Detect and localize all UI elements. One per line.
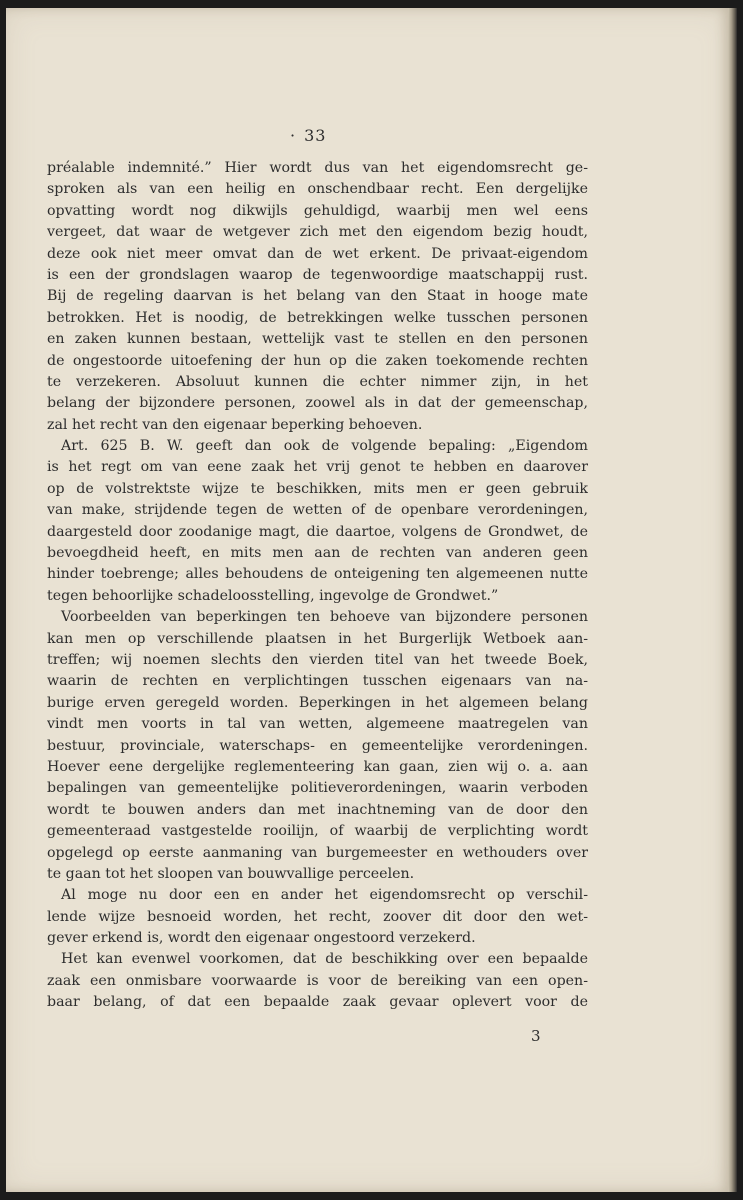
text-line: zal het recht van den eigenaar beperking behoeven. [47, 416, 423, 433]
header-mark: · [290, 126, 297, 145]
text-line: zaak een onmisbare voorwaarde is voor de bereiking van een open- [47, 972, 588, 989]
text-line: Hoever eene dergelijke reglementeering kan gaan, zien wij o. a. aan [47, 758, 588, 775]
text-line: treffen; wij noemen slechts den vierden titel van het tweede Boek, [47, 651, 588, 668]
text-line: lende wijze besnoeid worden, het recht, zoover dit door den wet- [47, 908, 588, 925]
text-line: wordt te bouwen anders dan met inachtneming van de door den [47, 801, 588, 818]
text-line: belang der bijzondere personen, zoowel als in dat der gemeenschap, [47, 395, 588, 412]
text-line: is het regt om van eene zaak het vrij genot te hebben en daarover [47, 459, 588, 476]
text-line: hinder toebrenge; alles behoudens de onteigening ten algemeenen nutte [47, 566, 588, 583]
text-line: Art. 625 B. W. geeft dan ook de volgende bepaling: „Eigendom [61, 438, 588, 455]
text-line: deze ook niet meer omvat dan de wet erkent. De privaat-eigendom [47, 245, 588, 262]
text-line: waarin de rechten en verplichtingen tusschen eigenaars van na- [47, 673, 588, 690]
text-line: betrokken. Het is noodig, de betrekkingen welke tusschen personen [47, 309, 588, 326]
text-line: vindt men voorts in tal van wetten, algemeene maatregelen van [47, 716, 588, 733]
text-line: te verzekeren. Absoluut kunnen die echter nimmer zijn, in het [47, 373, 588, 390]
text-line: van make, strijdende tegen de wetten of de openbare verordeningen, [47, 502, 588, 519]
text-line: tegen behoorlijke schadeloosstelling, ingevolge de Grondwet.” [47, 587, 499, 604]
text-line: Bij de regeling daarvan is het belang van den Staat in hooge mate [47, 288, 588, 305]
page-number: 33 [304, 126, 327, 145]
text-line: de ongestoorde uitoefening der hun op die zaken toekomende rechten [47, 352, 588, 369]
text-line: op de volstrektste wijze te beschikken, mits men er geen gebruik [47, 480, 588, 497]
text-line: bestuur, provinciale, waterschaps- en gemeentelijke verordeningen. [47, 737, 588, 754]
text-line: kan men op verschillende plaatsen in het Burgerlijk Wetboek aan- [47, 630, 588, 647]
text-line: gever erkend is, wordt den eigenaar ongestoord verzekerd. [47, 930, 476, 947]
text-line: opgelegd op eerste aanmaning van burgemeester en wethouders over [47, 844, 588, 861]
signature-mark: 3 [531, 1027, 541, 1045]
text-line: is een der grondslagen waarop de tegenwoordige maatschappij rust. [47, 266, 588, 283]
body-text [47, 158, 588, 1014]
text-line: Voorbeelden van beperkingen ten behoeve van bijzondere personen [61, 609, 588, 626]
text-line: daargesteld door zoodanige magt, die daartoe, volgens de Grondwet, de [47, 523, 588, 540]
text-line: en zaken kunnen bestaan, wettelijk vast te stellen en den personen [47, 331, 588, 348]
text-line: baar belang, of dat een bepaalde zaak gevaar oplevert voor de [47, 994, 588, 1011]
text-line: préalable indemnité.” Hier wordt dus van het eigendomsrecht ge- [47, 160, 588, 176]
text-line: burige erven geregeld worden. Beperkingen in het algemeen belang [47, 694, 588, 711]
text-line: opvatting wordt nog dikwijls gehuldigd, waarbij men wel eens [47, 202, 588, 219]
text-line: te gaan tot het sloopen van bouwvallige perceelen. [47, 865, 415, 882]
page-header [290, 126, 350, 145]
text-line: bepalingen van gemeentelijke politieverordeningen, waarin verboden [47, 780, 588, 797]
text-line: Al moge nu door een en ander het eigendomsrecht op verschil- [61, 887, 588, 904]
page-edge [728, 8, 737, 1192]
text-line: Het kan evenwel voorkomen, dat de beschikking over een bepaalde [61, 951, 588, 968]
text-line: gemeenteraad vastgestelde rooilijn, of waarbij de verplichting wordt [47, 823, 588, 840]
text-line: bevoegdheid heeft, en mits men aan de rechten van anderen geen [47, 545, 588, 562]
text-line: sproken als van een heilig en onschendbaar recht. Een dergelijke [47, 181, 588, 198]
text-line: vergeet, dat waar de wetgever zich met den eigendom bezig houdt, [47, 224, 588, 241]
